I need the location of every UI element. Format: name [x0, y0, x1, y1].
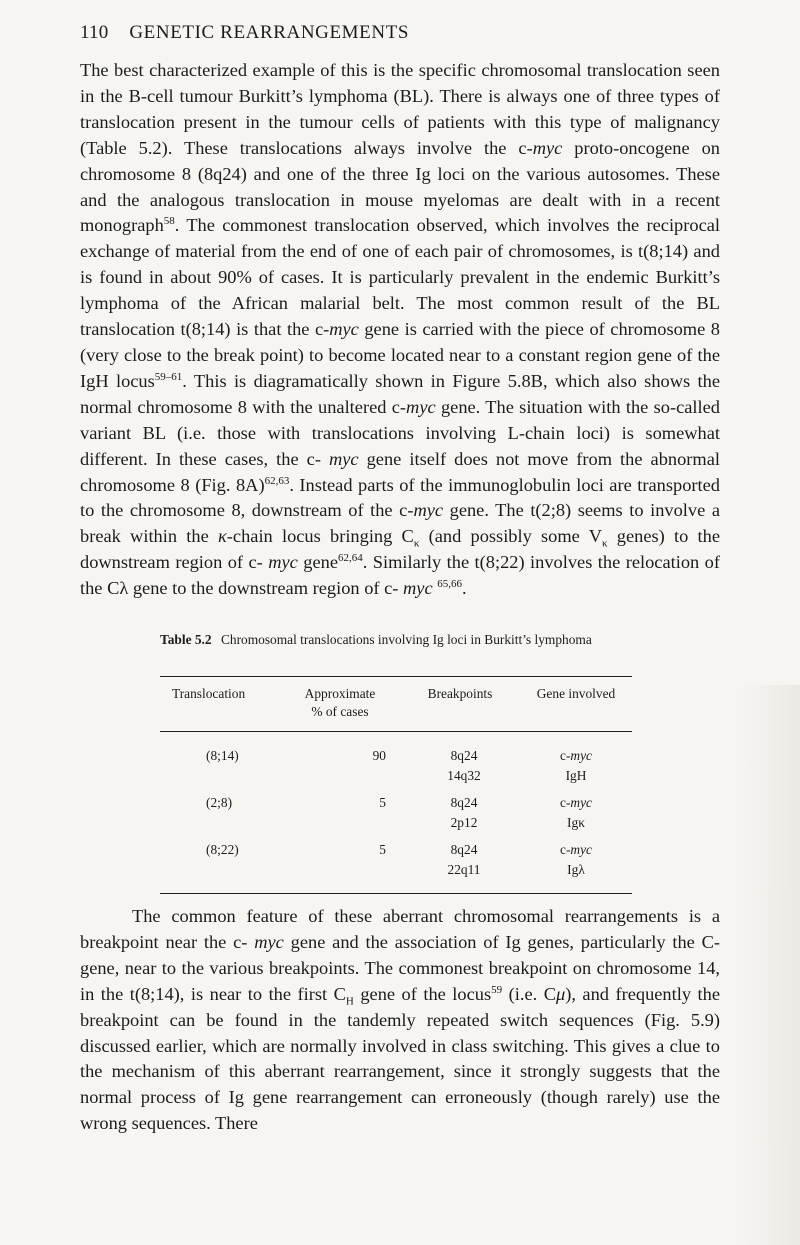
gene-name: myc — [329, 319, 359, 340]
table-caption-text: Chromosomal translocations involving Ig loci in Burkitt’s lymphoma — [220, 632, 592, 647]
citation-ref: 62,63 — [264, 474, 290, 487]
text-run: (and possibly some V — [419, 526, 603, 547]
text-run: gene. The t(2;8) seems to involve a break within the — [80, 500, 720, 547]
percent-cell: 5 — [379, 795, 386, 810]
breakpoint-value: 8q24 — [450, 795, 478, 810]
text-run: The best characterized example of this is the specific chromosomal translocation seen in the B-cell tumour Burkitt’s lymphoma (BL). There is always one of three types of translocation present in the tumour cells of patients with this type of malignancy (Table 5.2). These translocations always involve the c- — [80, 60, 720, 158]
citation-ref: 58 — [163, 215, 175, 228]
text-run: gene is carried with the piece of chromosome 8 (very close to the break point) to become located near to a constant region gene of the IgH locus — [80, 319, 720, 391]
page-edge-shadow — [740, 685, 800, 1245]
citation-ref: 59 — [491, 983, 503, 996]
table-caption — [160, 631, 640, 649]
gene-value — [520, 793, 632, 813]
page-number: 110 — [80, 22, 109, 43]
gene-name: myc — [406, 396, 436, 417]
text-run: gene of the locus — [353, 983, 492, 1004]
subscript: H — [345, 995, 354, 1008]
translocation-table — [160, 676, 632, 894]
percent-cell: 90 — [372, 748, 386, 763]
table-row — [160, 793, 632, 832]
table-header-cell: Translocation — [172, 686, 246, 701]
translocation-cell: (8;22) — [206, 842, 239, 857]
translocation-cell: (2;8) — [206, 795, 233, 810]
breakpoint-value: 8q24 — [450, 842, 478, 857]
gene-cell — [520, 746, 632, 785]
gene-name: myc — [570, 748, 592, 763]
text-run: . The commonest translocation observed, which involves the reciprocal exchange of material from the end of one of each pair of chromosomes, is t(8;14) and is found in about 90% of cases. It is particularly prevalent in the endemic Burkitt’s lymphoma of the African malarial belt. The most common result of the BL translocation t(8;14) is that the c- — [80, 215, 720, 340]
gene-cell — [520, 793, 632, 832]
text-run: ), and frequently the breakpoint can be found in the tandemly repeated switch sequences (Fig. 5.9) discussed earlier, which are normally involved in class switching. This gives a clue to the mechanism of this aberrant rearrangement, since it strongly suggests that the normal process of Ig gene rearrangement can erroneously (though rarely) use the wrong sequences. There — [80, 983, 720, 1134]
text-run: genes) to the downstream region of c- — [80, 526, 721, 573]
table-top-rule — [160, 676, 632, 677]
subscript: κ — [602, 537, 608, 550]
citation-ref: 65,66 — [437, 578, 462, 590]
table-row — [160, 840, 632, 879]
text-run: . Similarly the t(8;22) involves the relocation of the Cλ gene to the downstream region of c- — [80, 552, 720, 599]
subscript: κ — [413, 537, 420, 550]
text-run: -chain locus bringing C — [226, 526, 414, 547]
table-row — [160, 746, 632, 785]
text-run: (i.e. C — [502, 983, 556, 1004]
text-run: . — [461, 578, 467, 599]
text-run: . This is diagramatically shown in Figure 5.8B, which also shows the normal chromosome 8 with the unaltered c- — [80, 370, 720, 417]
greek-symbol: μ — [555, 983, 566, 1004]
gene-value — [520, 840, 632, 860]
gene-value — [520, 746, 632, 766]
gene-name: myc — [328, 448, 359, 469]
gene-name: myc — [413, 500, 444, 521]
greek-symbol: κ — [217, 526, 227, 547]
gene-value: IgH — [565, 767, 587, 783]
citation-ref: 59–61 — [154, 370, 183, 383]
breakpoints-cell — [400, 793, 520, 832]
citation-ref: 62,64 — [337, 552, 363, 565]
translocation-cell: (8;14) — [206, 748, 239, 763]
paragraph-burkitt-translocation — [80, 58, 720, 602]
breakpoint-value: 2p12 — [450, 814, 478, 830]
table-header-rule — [160, 731, 632, 732]
gene-value: Igλ — [567, 861, 585, 877]
table-header-cell: Breakpoints — [427, 686, 493, 701]
table-label: Table 5.2 — [160, 632, 212, 647]
gene-value: Igκ — [567, 814, 585, 830]
text-run: gene — [297, 552, 338, 573]
paragraph-common-feature — [80, 904, 720, 1137]
breakpoints-cell — [400, 746, 520, 785]
breakpoints-cell — [400, 840, 520, 879]
text-run: The common feature of these aberrant chromosomal rearrangements is a breakpoint near the c- — [80, 906, 720, 952]
breakpoint-value: 14q32 — [447, 767, 481, 783]
text-run: gene and the association of Ig genes, particularly the C-gene, near to the various breakpoints. The commonest breakpoint on chromosome 14, in the t(8;14), is near to the first C — [80, 931, 720, 1004]
percent-cell: 5 — [379, 842, 386, 857]
gene-name: myc — [403, 578, 433, 599]
gene-name: myc — [268, 552, 298, 573]
gene-name: myc — [570, 842, 592, 857]
gene-cell — [520, 840, 632, 879]
table-bottom-rule — [160, 893, 632, 894]
running-title: GENETIC REARRANGEMENTS — [129, 22, 410, 43]
page-header — [80, 22, 409, 44]
gene-prefix: c- — [560, 842, 571, 857]
text-run: gene itself does not move from the abnormal chromosome 8 (Fig. 8A) — [80, 448, 720, 495]
table-body — [160, 746, 632, 879]
gene-prefix: c- — [560, 748, 571, 763]
text-run: . Instead parts of the immunoglobulin loci are transported to the chromosome 8, downstream of the c- — [80, 474, 721, 521]
gene-name: myc — [570, 795, 592, 810]
gene-prefix: c- — [560, 795, 571, 810]
table-header-row — [160, 685, 632, 721]
text-run: gene. The situation with the so-called variant BL (i.e. those with translocations involving L-chain loci) is somewhat different. In these cases, the c- — [80, 396, 720, 469]
text-run: proto-oncogene on chromosome 8 (8q24) and one of the three Ig loci on the various autosomes. These and the analogous translocation in mouse myelomas are dealt with in a recent monograph — [80, 137, 720, 236]
gene-name: myc — [532, 137, 563, 158]
table-header-cell: Approximate % of cases — [304, 686, 376, 719]
gene-name: myc — [254, 931, 284, 952]
breakpoint-value: 8q24 — [450, 748, 478, 763]
table-header-cell: Gene involved — [536, 686, 616, 701]
breakpoint-value: 22q11 — [447, 861, 481, 877]
